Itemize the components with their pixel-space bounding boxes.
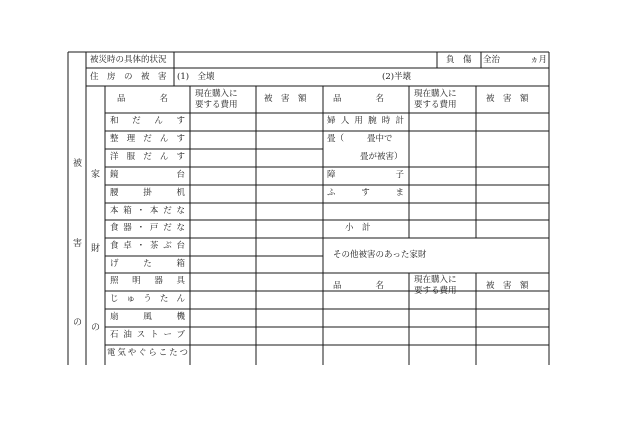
item-left: 和だんす <box>110 116 185 126</box>
header-item-right: 品 名 <box>333 94 385 104</box>
item-left: 整理だんす <box>110 134 185 144</box>
header-item-right-2: 品 名 <box>333 281 385 291</box>
item-right: 畳が被害） <box>360 152 403 162</box>
header-cost-right-line1: 現在購入に <box>414 89 457 99</box>
item-left: 本箱・本だな <box>110 206 185 216</box>
months-label: ヵ月 <box>530 55 548 65</box>
item-left: じゅうたん <box>110 294 185 304</box>
header-cost-right-line2: 要する費用 <box>414 100 457 110</box>
item-left: 電気やぐらこたつ <box>107 348 188 358</box>
recovery-label: 全治 <box>483 55 501 65</box>
header-damage-right-2: 被 害 額 <box>486 281 529 291</box>
other-damage-label: その他被害のあった家財 <box>333 250 427 260</box>
situation-label: 被災時の具体的状況 <box>90 55 167 65</box>
option-full-destruction: (1) 全壊 <box>177 72 215 82</box>
header-item-left: 品 名 <box>117 94 169 104</box>
item-left: 食器・戸だな <box>110 223 185 233</box>
option-half-destruction: (2)半壊 <box>382 72 412 82</box>
injury-label: 負 傷 <box>446 55 472 65</box>
header-cost-right-2-line1: 現在購入に <box>414 275 457 285</box>
item-left: 洋服だんす <box>110 152 185 162</box>
header-damage-right: 被 害 額 <box>486 94 529 104</box>
item-right: 障子 <box>327 170 404 180</box>
header-cost-left-line1: 現在購入に <box>195 89 238 99</box>
item-right: 婦人用腕時計 <box>327 116 404 126</box>
item-right: 畳（ <box>327 134 345 144</box>
house-damage-label: 住 房 の 被 害 <box>90 72 167 82</box>
side-label-1: 被 <box>73 159 83 169</box>
item-left: 扇風機 <box>110 312 185 322</box>
item-left: 石油ストーブ <box>110 330 185 340</box>
item-left: 腰掛机 <box>110 188 185 198</box>
header-damage-left: 被 害 額 <box>264 94 307 104</box>
subside-label-2: 財 <box>91 244 101 254</box>
item-left: 食卓・茶ぶ台 <box>110 241 185 251</box>
header-cost-right-2-line2: 要する費用 <box>414 286 457 296</box>
item-left: 照明器具 <box>110 276 185 286</box>
side-label-3: の <box>73 318 83 328</box>
subtotal-label: 小 計 <box>345 223 371 233</box>
subside-label-1: 家 <box>91 170 101 180</box>
side-label-2: 害 <box>73 239 83 249</box>
header-cost-left-line2: 要する費用 <box>195 100 238 110</box>
item-left: げた箱 <box>110 259 185 269</box>
item-left: 鏡台 <box>110 170 185 180</box>
item-right: ふすま <box>327 188 404 198</box>
item-right: 畳中で <box>367 134 393 144</box>
subside-label-3: の <box>91 323 101 333</box>
